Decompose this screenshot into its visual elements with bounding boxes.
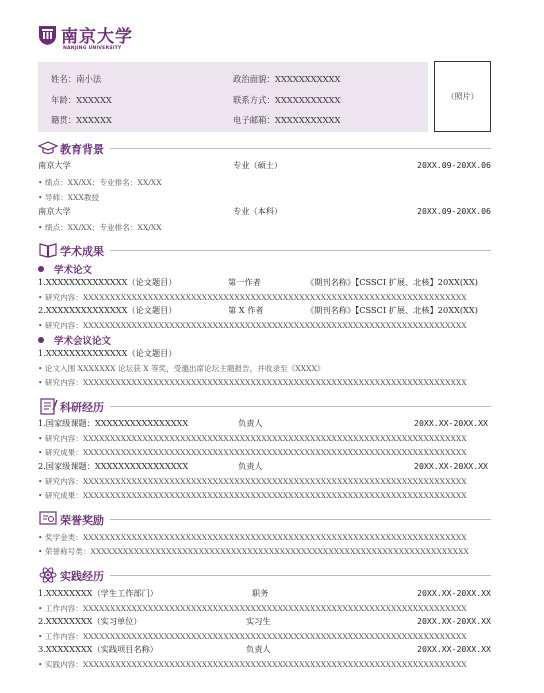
- notebook-icon: [38, 397, 58, 415]
- section-divider: [110, 519, 491, 520]
- practice-role: 职务: [252, 588, 269, 598]
- project-title: 2.国家级课题：XXXXXXXXXXXXXXXX: [38, 461, 189, 471]
- conf-line: • 论文入围 XXXXXXX 论坛获 X 等奖，受邀出席论坛主题报告，并收录至《XXXX》: [38, 364, 325, 373]
- section-divider: [110, 406, 491, 407]
- paper-title: 1.XXXXXXXXXXXXXX（论文题目）: [38, 277, 177, 287]
- edu-school: 南京大学: [38, 206, 71, 216]
- photo-placeholder: （照片）: [434, 61, 491, 132]
- age-field: 年龄：XXXXXX: [51, 95, 112, 105]
- practice-title: 1.XXXXXXXX（学生工作部门）: [38, 588, 158, 598]
- paper-role: 第 X 作者: [228, 305, 264, 315]
- edu-major: 专业（本科）: [233, 206, 283, 216]
- edu-line: • 绩点：XX/XX；专业排名：XX/XX: [38, 223, 162, 232]
- honor-line: • 奖学金类：XXXXXXXXXXXXXXXXXXXXXXXXXXXXXXXXXXXXXXXXXXXXXXXXXXXXXXXXXXXXXXXXXXXXXXX: [38, 533, 467, 542]
- section-title: 教育背景: [60, 143, 104, 156]
- practice-date: 20XX.XX-20XX.XX: [417, 644, 491, 654]
- name-field: 姓名：南小法: [51, 74, 102, 84]
- graduation-cap-icon: [38, 139, 58, 157]
- section-practice: [38, 566, 491, 584]
- edu-major: 专业（硕士）: [233, 160, 283, 170]
- project-role: 负责人: [238, 461, 263, 471]
- section-title: 荣誉奖励: [60, 514, 104, 527]
- section-education: [38, 139, 491, 157]
- conf-line: • 研究内容：XXXXXXXXXXXXXXXXXXXXXXXXXXXXXXXXXXXXXXXXXXXXXXXXXXXXXXXXXXXXXXXXXXXXXXX: [38, 378, 467, 387]
- logo-chinese: 南京大学: [61, 27, 133, 47]
- paper-desc: • 研究内容：XXXXXXXXXXXXXXXXXXXXXXXXXXXXXXXXXXXXXXXXXXXXXXXXXXXXXXXXXXXXXXXXXXXXXXX: [38, 321, 467, 330]
- section-academic: [38, 241, 491, 259]
- project-line: • 研究内容：XXXXXXXXXXXXXXXXXXXXXXXXXXXXXXXXXXXXXXXXXXXXXXXXXXXXXXXXXXXXXXXXXXXXXXX: [38, 434, 467, 443]
- project-title: 1.国家级课题：XXXXXXXXXXXXXXXX: [38, 418, 189, 428]
- project-line: • 研究内容：XXXXXXXXXXXXXXXXXXXXXXXXXXXXXXXXXXXXXXXXXXXXXXXXXXXXXXXXXXXXXXXXXXXXXXX: [38, 477, 467, 486]
- edu-line: • 导师：XXX教授: [38, 193, 100, 202]
- practice-title: 3.XXXXXXXX（实践项目名称）: [38, 644, 158, 654]
- subsection-title: 学术会议论文: [38, 333, 111, 347]
- email-field: 电子邮箱：XXXXXXXXXXX: [233, 115, 341, 125]
- section-title: 学术成果: [60, 245, 104, 258]
- paper-journal: 《期刊名称》【CSSCI 扩展、北核】20XX(XX): [306, 277, 478, 287]
- project-line: • 研究成果：XXXXXXXXXXXXXXXXXXXXXXXXXXXXXXXXXXXXXXXXXXXXXXXXXXXXXXXXXXXXXXXXXXXXXXX: [38, 448, 467, 457]
- university-logo: [38, 22, 148, 56]
- project-line: • 研究成果：XXXXXXXXXXXXXXXXXXXXXXXXXXXXXXXXXXXXXXXXXXXXXXXXXXXXXXXXXXXXXXXXXXXXXXX: [38, 491, 467, 500]
- practice-role: 负责人: [246, 644, 271, 654]
- conf-title: 1.XXXXXXXXXXXXXX（论文题目）: [38, 348, 177, 358]
- subsection-title: 学术论文: [38, 262, 92, 276]
- contact-field: 联系方式：XXXXXXXXXXX: [233, 95, 341, 105]
- edu-line: • 绩点：XX/XX；专业排名：XX/XX: [38, 178, 162, 187]
- project-role: 负责人: [238, 418, 263, 428]
- personal-info-panel: [38, 62, 428, 132]
- practice-date: 20XX.XX-20XX.XX: [417, 616, 491, 626]
- practice-line: • 工作内容：XXXXXXXXXXXXXXXXXXXXXXXXXXXXXXXXXXXXXXXXXXXXXXXXXXXXXXXXXXXXXXXXXXXXXXX: [38, 604, 467, 613]
- section-honors: [38, 510, 491, 528]
- paper-role: 第一作者: [228, 277, 261, 287]
- political-field: 政治面貌：XXXXXXXXXXX: [233, 74, 341, 84]
- origin-field: 籍贯：XXXXXX: [51, 115, 112, 125]
- project-date: 20XX.XX-20XX.XX: [414, 461, 488, 471]
- honor-line: • 荣誉称号类：XXXXXXXXXXXXXXXXXXXXXXXXXXXXXXXXXXXXXXXXXXXXXXXXXXXXXXXXXXXXXXXXXXXXXX: [38, 547, 469, 556]
- paper-title: 2.XXXXXXXXXXXXXX（论文题目）: [38, 305, 177, 315]
- edu-date: 20XX.09-20XX.06: [417, 160, 491, 170]
- practice-date: 20XX.XX-20XX.XX: [417, 588, 491, 598]
- certificate-icon: [38, 510, 58, 528]
- atom-icon: [38, 566, 58, 584]
- section-divider: [110, 575, 491, 576]
- practice-title: 2.XXXXXXXX（实习单位）: [38, 616, 142, 626]
- section-research: [38, 397, 491, 415]
- paper-desc: • 研究内容：XXXXXXXXXXXXXXXXXXXXXXXXXXXXXXXXXXXXXXXXXXXXXXXXXXXXXXXXXXXXXXXXXXXXXXX: [38, 293, 467, 302]
- section-divider: [110, 250, 491, 251]
- edu-date: 20XX.09-20XX.06: [417, 206, 491, 216]
- paper-journal: 《期刊名称》【CSSCI 扩展、北核】20XX(XX): [306, 305, 478, 315]
- nju-emblem-icon: [38, 24, 57, 46]
- section-title: 科研经历: [60, 401, 104, 414]
- edu-school: 南京大学: [38, 160, 71, 170]
- practice-role: 实习生: [246, 616, 271, 626]
- practice-line: • 工作内容：XXXXXXXXXXXXXXXXXXXXXXXXXXXXXXXXXXXXXXXXXXXXXXXXXXXXXXXXXXXXXXXXXXXXXXX: [38, 632, 467, 641]
- project-date: 20XX.XX-20XX.XX: [414, 418, 488, 428]
- book-icon: [38, 241, 58, 259]
- section-divider: [110, 148, 491, 149]
- section-title: 实践经历: [60, 570, 104, 583]
- logo-english: NANJING UNIVERSITY: [63, 46, 122, 51]
- practice-line: • 实践内容：XXXXXXXXXXXXXXXXXXXXXXXXXXXXXXXXXXXXXXXXXXXXXXXXXXXXXXXXXXXXXXXXXXXXXXX: [38, 660, 467, 669]
